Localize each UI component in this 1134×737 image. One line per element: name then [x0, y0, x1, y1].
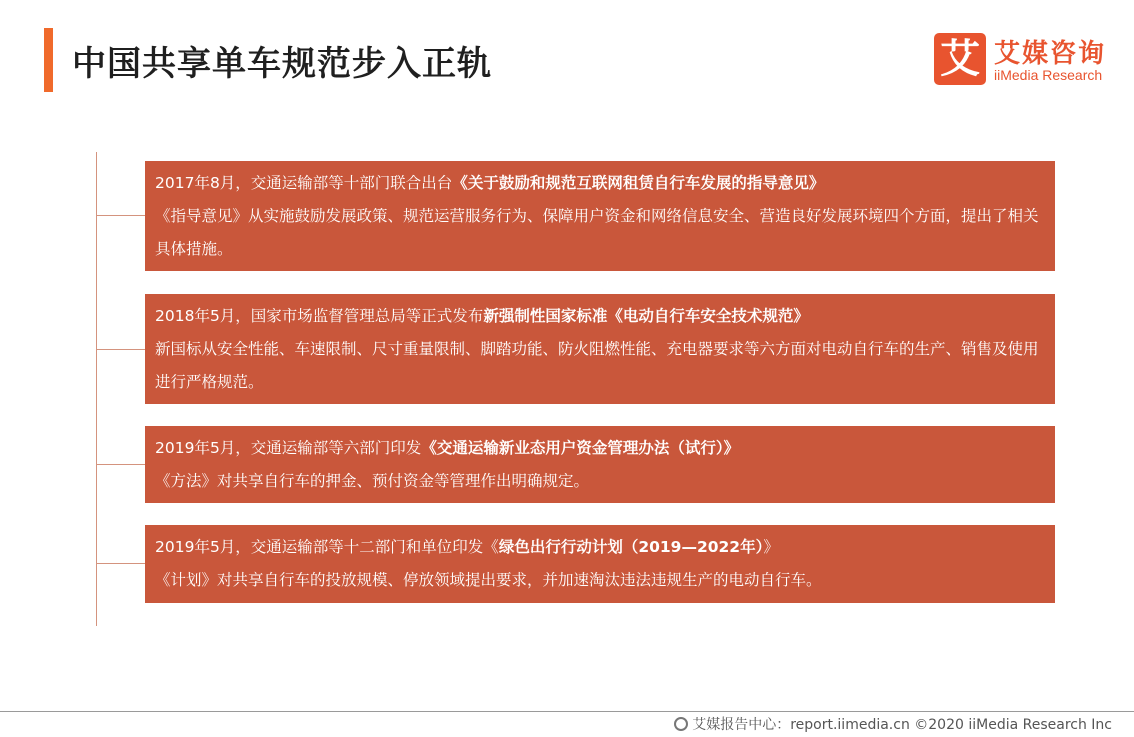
footer-divider [0, 711, 1134, 712]
card-highlight: 《关于鼓励和规范互联网租赁自行车发展的指导意见》 [452, 174, 825, 192]
card-lead: 2017年8月，交通运输部等十部门联合出台 [155, 174, 453, 192]
timeline-axis [96, 152, 97, 626]
title-accent-bar [44, 28, 53, 92]
card-highlight: 新强制性国家标准《电动自行车安全技术规范》 [483, 307, 809, 325]
logo-chinese-name: 艾媒咨询 [994, 39, 1107, 69]
card-body: 《计划》对共享自行车的投放规模、停放领域提出要求，并加速淘汰违法违规生产的电动自行车。 [155, 571, 822, 589]
card-lead: 2018年5月，国家市场监督管理总局等正式发布 [155, 307, 484, 325]
card-highlight: 绿色出行行动计划（2019—2022年） [498, 538, 764, 556]
card-body: 《指导意见》从实施鼓励发展政策、规范运营服务行为、保障用户资金和网络信息安全、营造良好发展环境四个方面，提出了相关具体措施。 [155, 207, 1039, 258]
timeline-tick [97, 563, 145, 564]
timeline-card-2018-05 [145, 294, 1055, 404]
card-headline [155, 432, 1045, 465]
footer [674, 714, 1112, 734]
card-headline [155, 167, 1045, 200]
page-title: 中国共享单车规范步入正轨 [72, 44, 492, 84]
card-body: 《方法》对共享自行车的押金、预付资金等管理作出明确规定。 [155, 472, 590, 490]
timeline-card-2017-08 [145, 161, 1055, 271]
timeline-tick [97, 464, 145, 465]
card-lead: 2019年5月，交通运输部等十二部门和单位印发《 [155, 538, 499, 556]
logo-english-name: iiMedia Research [994, 67, 1103, 83]
logo-mark-icon: 艾 [934, 33, 986, 85]
timeline-tick [97, 349, 145, 350]
card-headline [155, 300, 1045, 333]
brand-logo [934, 33, 1124, 87]
card-highlight: 《交通运输新业态用户资金管理办法（试行）》 [421, 439, 740, 457]
card-body: 新国标从安全性能、车速限制、尺寸重量限制、脚踏功能、防火阻燃性能、充电器要求等六方面对电动自行车的生产、销售及使用进行严格规范。 [155, 340, 1039, 391]
timeline-card-2019-05-a [145, 426, 1055, 503]
card-headline [155, 531, 1045, 564]
timeline-card-2019-05-b [145, 525, 1055, 603]
card-lead: 2019年5月，交通运输部等六部门印发 [155, 439, 422, 457]
footer-text: 艾媒报告中心：report.iimedia.cn ©2020 iiMedia Research Inc [692, 717, 1112, 733]
card-tail: 》 [763, 538, 779, 556]
globe-icon [674, 717, 688, 731]
timeline-tick [97, 215, 145, 216]
